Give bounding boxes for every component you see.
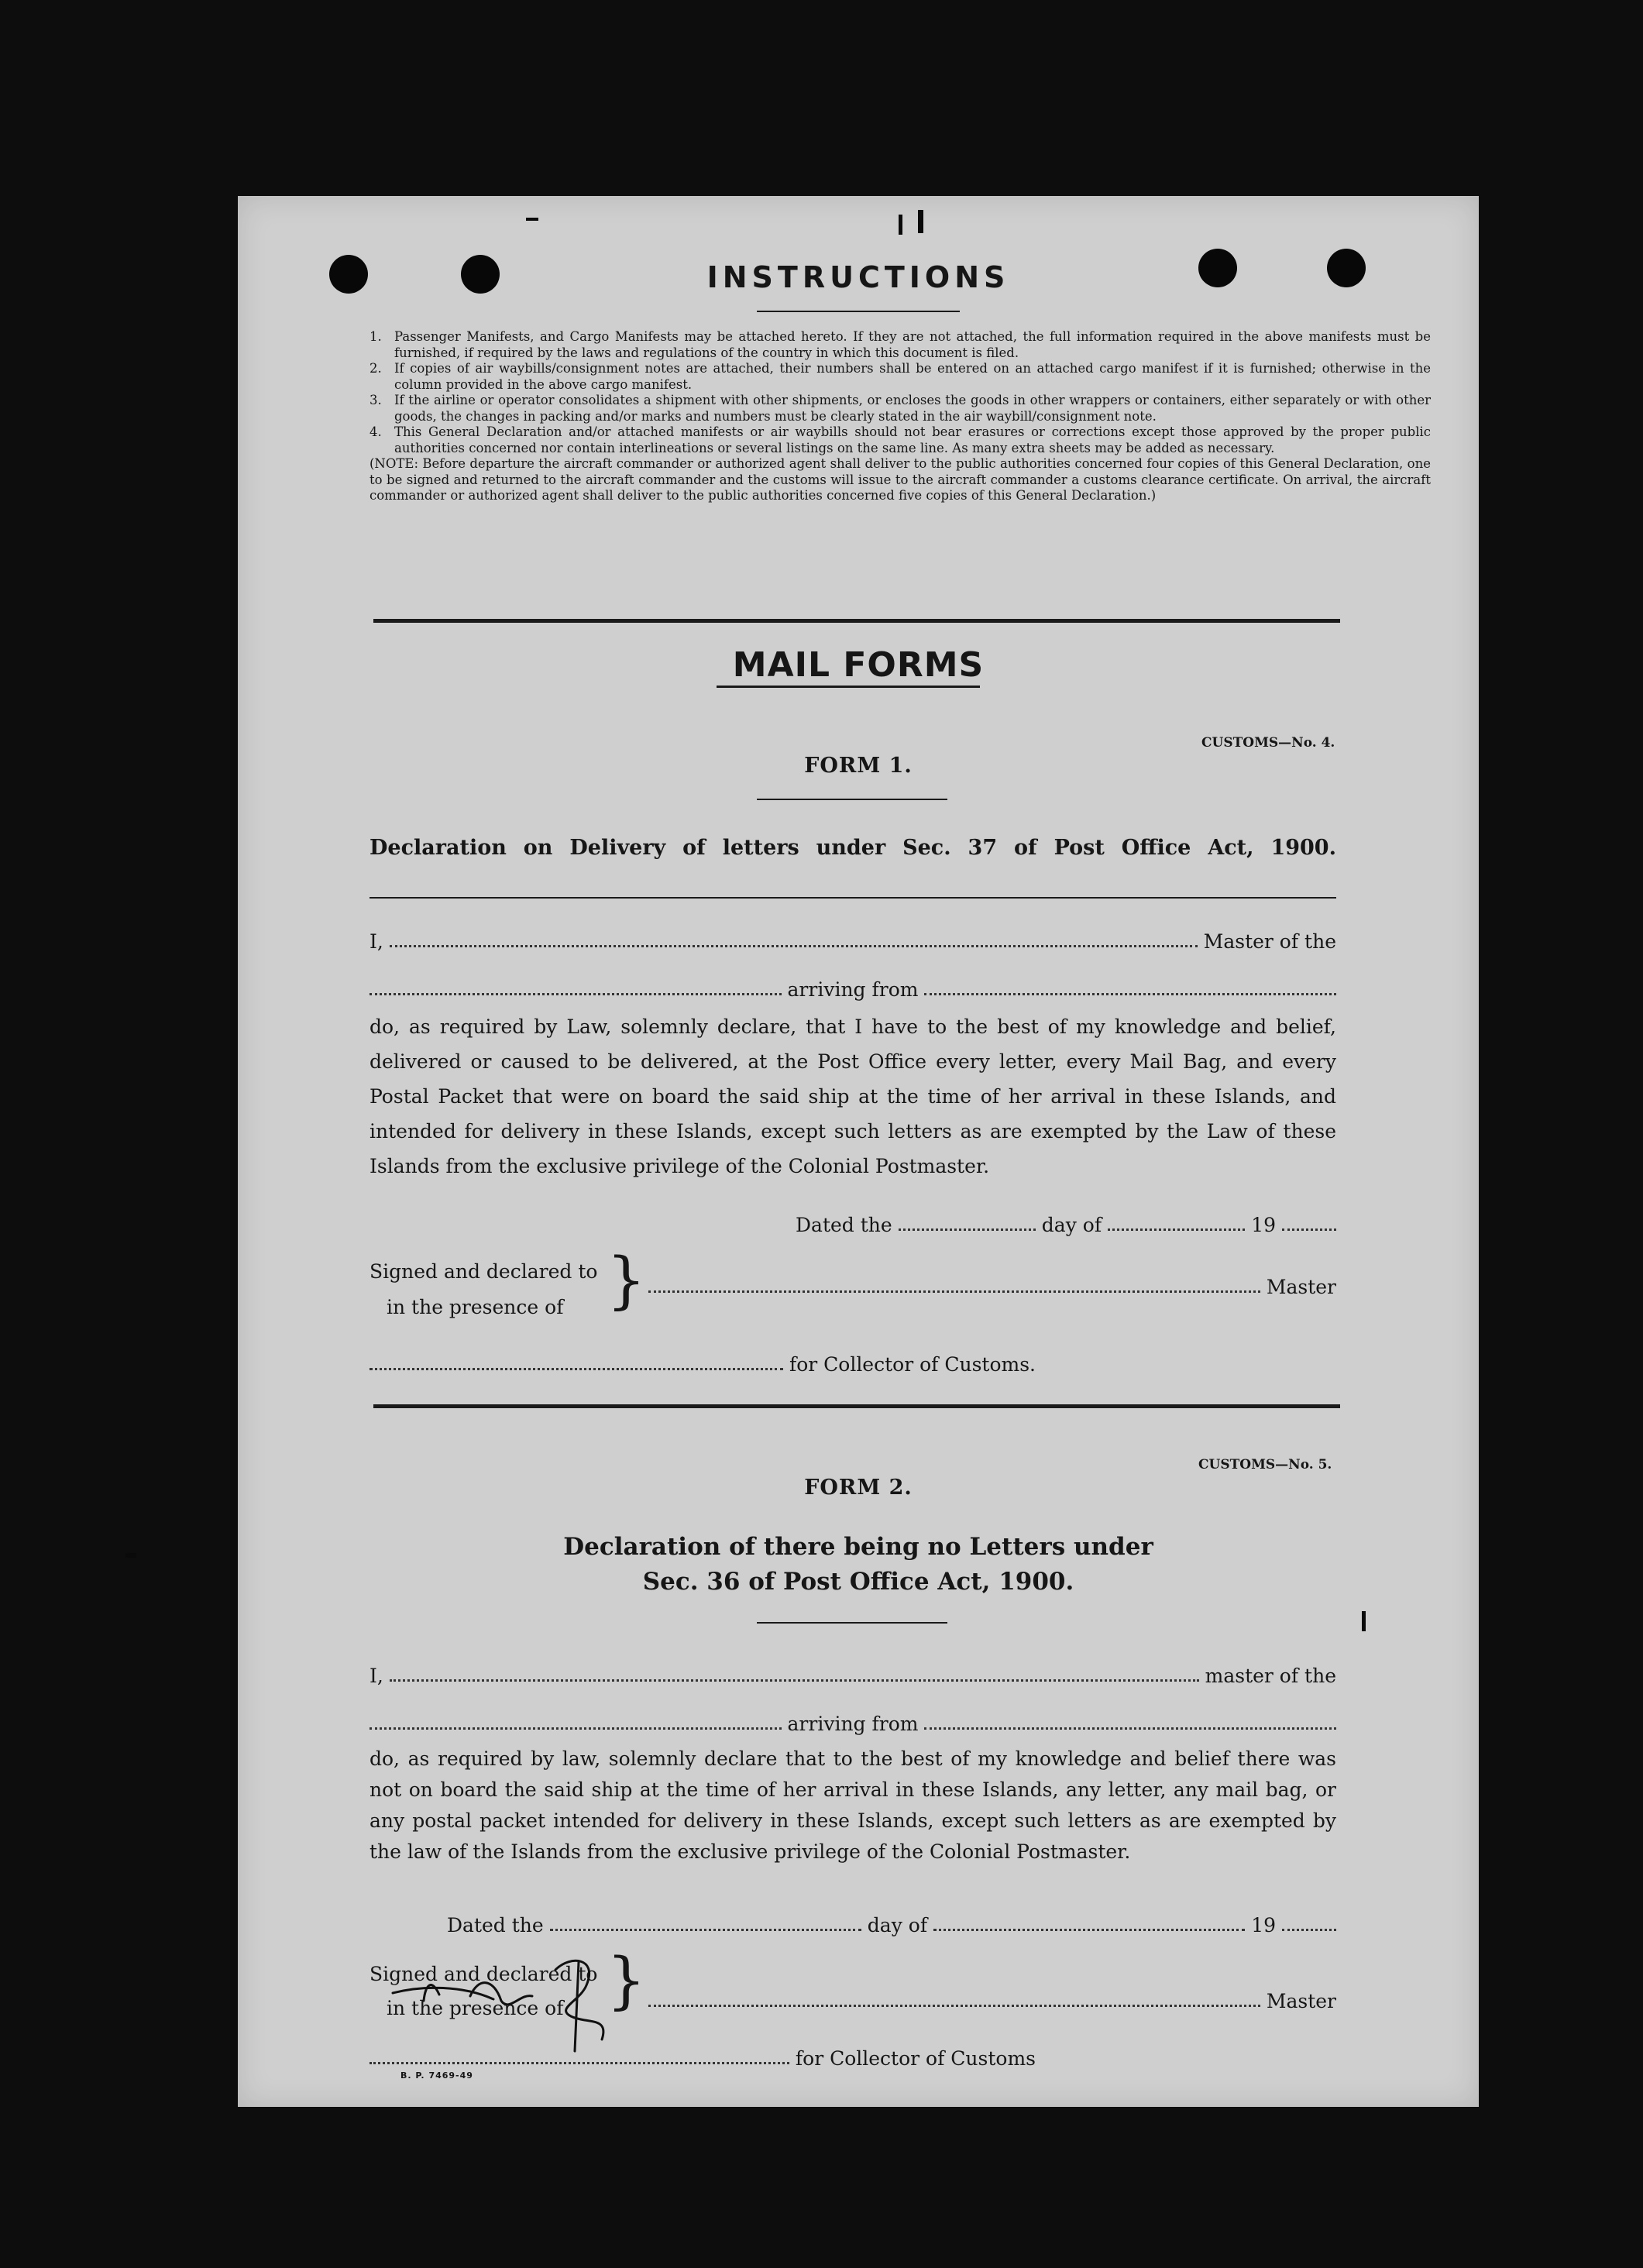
instruction-item: 1. Passenger Manifests, and Cargo Manifests may be attached hereto. If they are not attached, the full information required in the above manifests must be furnished, if required by the laws and regulations of the country in which this document is filed. <box>370 329 1431 360</box>
dated-day-field[interactable] <box>899 1228 1036 1231</box>
form2-declaration-text: do, as required by law, solemnly declare that to the best of my knowledge and belief there was not on board the said ship at the time of her arrival in these Islands, any letter, any mail bag, or any postal packet intended for delivery in these Islands, except such letters as are exempted by the law of the Islands from the exclusive privilege of the Colonial Postmaster. <box>370 1747 1336 1863</box>
form1-customs-number: CUSTOMS—No. 4. <box>1201 735 1335 751</box>
form2-arriving-line: arriving from <box>370 1713 1336 1735</box>
form2-customs-number: CUSTOMS—No. 5. <box>1198 1457 1332 1472</box>
form1-underline <box>757 799 947 800</box>
master-signature-field[interactable] <box>648 1290 1260 1293</box>
month-field[interactable] <box>933 1929 1245 1931</box>
form1-heading: FORM 1. <box>804 754 913 778</box>
section-divider <box>373 1404 1340 1408</box>
instruction-item: 3. If the airline or operator consolidates a shipment with other shipments, or encloses the goods in other wrappers or containers, either separately or with other goods, the changes in packing and/or marks and numbers must be clearly stated in the air waybill/consignment note. <box>370 393 1431 424</box>
instructions-underline <box>757 311 960 312</box>
mail-forms-title: MAIL FORMS <box>732 645 985 685</box>
scan-speck <box>1362 1611 1366 1631</box>
ink-mark <box>526 218 538 221</box>
master-name-field[interactable] <box>390 945 1198 947</box>
collector-signature-field[interactable] <box>370 1368 783 1370</box>
instruction-note: (NOTE: Before departure the aircraft commander or authorized agent shall deliver to the public authorities concerned four copies of this General Declaration, one to be signed and returned to the aircraft commander and the customs will issue to the aircraft commander a customs clearance certificate. On arrival, the aircraft commander or authorized agent shall deliver to the public authorities concerned five copies of this General Declaration.) <box>370 456 1431 503</box>
instructions-title: INSTRUCTIONS <box>706 260 1010 294</box>
form2-dated-line: Dated the day of 19 <box>447 1914 1336 1936</box>
month-field[interactable] <box>1108 1228 1245 1231</box>
form1-title: Declaration on Delivery of letters under Sec. 37 of Post Office Act, 1900. <box>370 836 1336 860</box>
master-name-field[interactable] <box>390 1679 1199 1682</box>
form1-arriving-line: arriving from <box>370 978 1336 1001</box>
master-signature-field[interactable] <box>648 2005 1260 2007</box>
year-field[interactable] <box>1282 1929 1336 1931</box>
form-sheet <box>238 196 1479 2107</box>
arriving-from-field[interactable] <box>924 1727 1336 1730</box>
instructions-list <box>370 329 1431 504</box>
form1-declaration-text: do, as required by Law, solemnly declare, that I have to the best of my knowledge and belief, delivered or caused to be delivered, at the Post Office every letter, every Mail Bag, and every Postal Packet that were on board the said ship at the time of her arrival in these Islands, and intended for delivery in these Islands, except such letters as are exempted by the Law of these Islands from the exclusive privilege of the Colonial Postmaster. <box>370 1015 1336 1177</box>
form1-master-line: I, Master of the <box>370 930 1336 953</box>
form1-master-signature-line: Master <box>648 1276 1336 1298</box>
form2-collector-line: for Collector of Customs <box>370 2047 1036 2070</box>
form2-heading: FORM 2. <box>804 1476 913 1500</box>
mail-forms-underline <box>717 686 980 688</box>
instruction-item: 2. If copies of air waybills/consignment notes are attached, their numbers shall be entered on an attached cargo manifest if it is furnished; otherwise in the column provided in the above cargo manifest. <box>370 361 1431 392</box>
section-divider <box>373 619 1340 623</box>
form2-underline <box>757 1622 947 1624</box>
form1-signed-label: Signed and declared to in the presence of <box>370 1260 598 1318</box>
form2-master-signature-line: Master <box>648 1990 1336 2012</box>
printer-code: B. P. 7469-49 <box>400 2070 473 2081</box>
form2-signed-label: Signed and declared to in the presence of <box>370 1963 598 2019</box>
ink-mark <box>918 210 923 233</box>
dated-day-field[interactable] <box>550 1929 861 1931</box>
collector-signature-field[interactable] <box>370 2062 789 2064</box>
instruction-item: 4. This General Declaration and/or attached manifests or air waybills should not bear erasures or corrections except those approved by the proper public authorities concerned nor contain interlineations or several listings on the same line. As many extra sheets may be added as necessary. <box>370 424 1431 455</box>
handwritten-signature <box>377 1939 703 2063</box>
arriving-from-field[interactable] <box>924 993 1336 995</box>
brace: } <box>607 1944 646 2016</box>
ship-name-field[interactable] <box>370 993 782 995</box>
scan-speck <box>125 1553 136 1558</box>
form2-title: Declaration of there being no Letters under Sec. 36 of Post Office Act, 1900. <box>563 1533 1153 1596</box>
form1-title-rule <box>370 897 1336 899</box>
ship-name-field[interactable] <box>370 1727 782 1730</box>
form1-dated-line: Dated the day of 19 <box>796 1214 1336 1236</box>
form1-collector-line: for Collector of Customs. <box>370 1353 1036 1376</box>
year-field[interactable] <box>1282 1228 1336 1231</box>
brace: } <box>607 1244 646 1316</box>
ink-mark <box>899 215 902 235</box>
form2-master-line: I, master of the <box>370 1665 1336 1687</box>
